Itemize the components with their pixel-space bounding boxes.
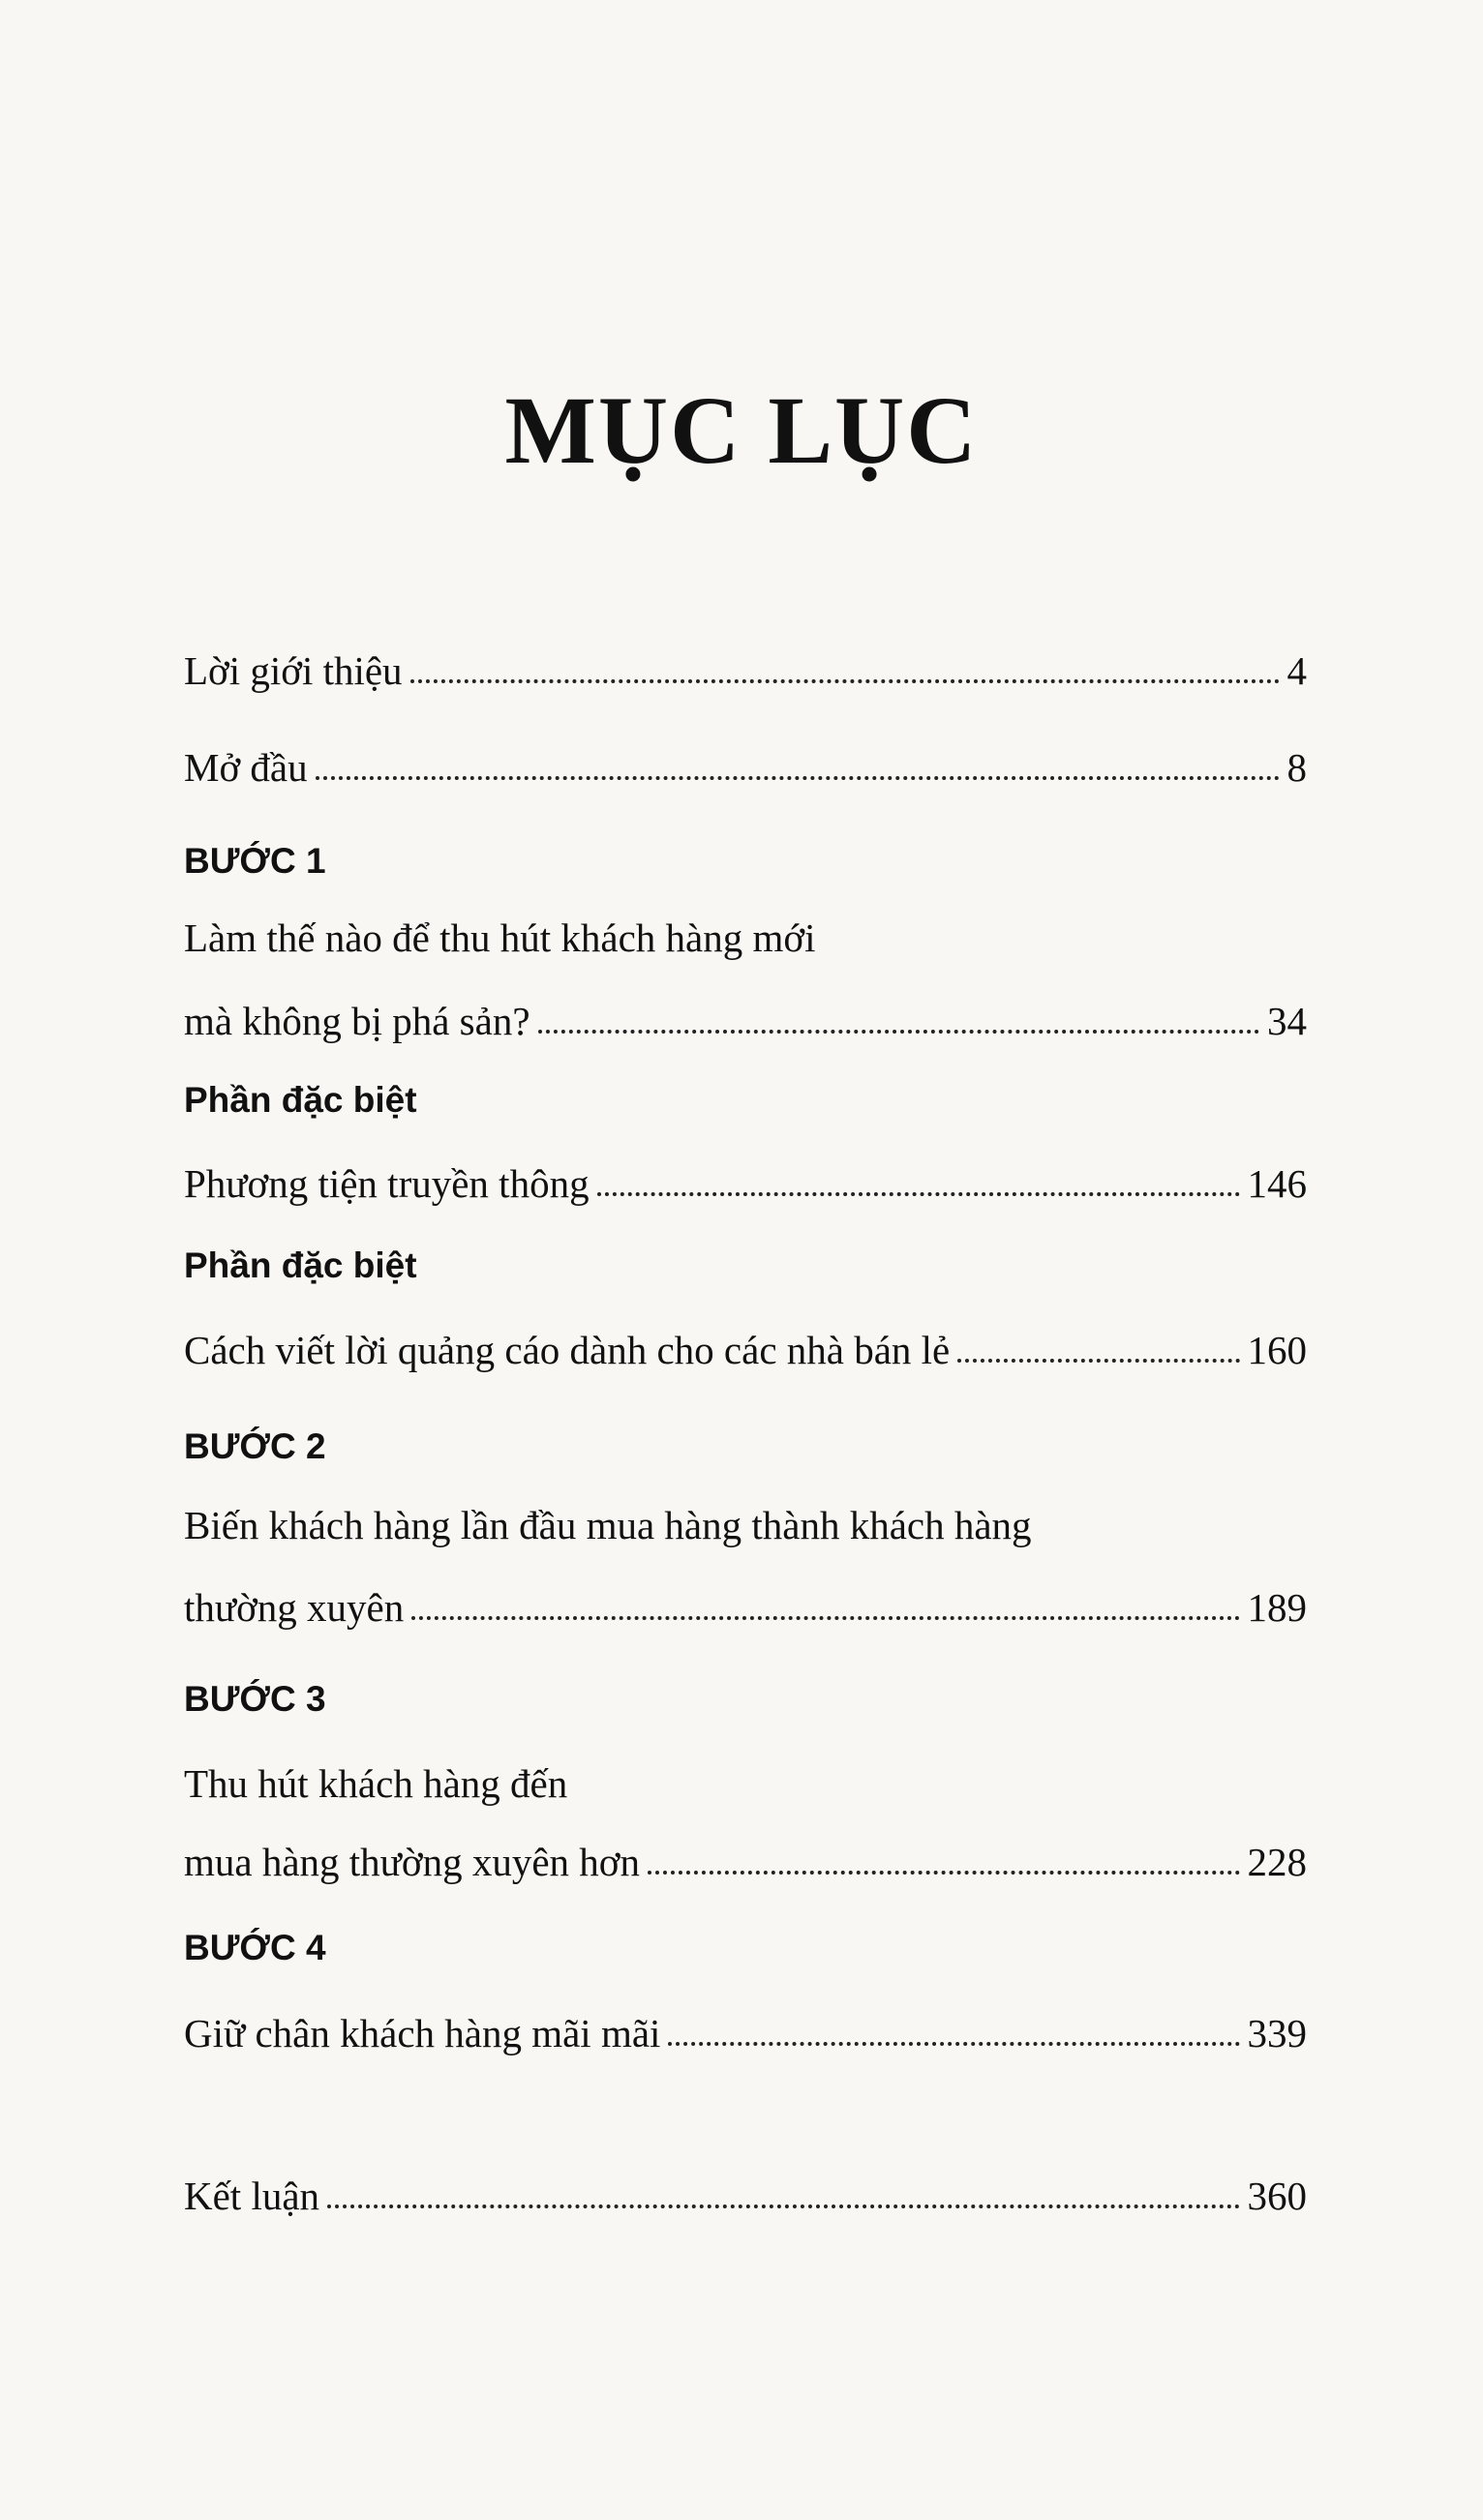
toc-entry-label: thường xuyên	[184, 1584, 405, 1630]
dot-leader	[648, 1871, 1240, 1875]
toc-entry-buoc-2	[184, 1577, 1307, 1632]
toc-entry-label: Phương tiện truyền thông	[184, 1160, 590, 1206]
dot-leader	[538, 1030, 1259, 1034]
dot-leader	[316, 776, 1280, 780]
toc-entry-loi-gioi-thieu	[184, 641, 1307, 695]
toc-entry-buoc-1	[184, 991, 1307, 1045]
toc-entry-ket-luan	[184, 2166, 1307, 2220]
dot-leader	[410, 679, 1280, 683]
toc-entry-label: Lời giới thiệu	[184, 647, 403, 693]
toc-page-number: 146	[1247, 1160, 1307, 1206]
section-heading-buoc-2: BƯỚC 2	[184, 1426, 326, 1466]
toc-entry-label: mà không bị phá sản?	[184, 998, 530, 1043]
toc-page-number: 34	[1267, 998, 1307, 1043]
toc-entry-line: Thu hút khách hàng đến	[184, 1761, 568, 1806]
page-title: MỤC LỤC	[504, 376, 979, 484]
toc-entry-line: Làm thế nào để thu hút khách hàng mới	[184, 915, 816, 960]
dot-leader	[411, 1616, 1239, 1620]
toc-page-number: 8	[1286, 744, 1307, 790]
section-heading-buoc-1: BƯỚC 1	[184, 841, 326, 881]
toc-entry-label: Kết luận	[184, 2173, 320, 2218]
toc-entry-cach-viet	[184, 1320, 1307, 1374]
toc-page-number: 228	[1247, 1839, 1307, 1884]
toc-entry-buoc-4	[184, 2003, 1307, 2057]
toc-page-number: 4	[1286, 647, 1307, 693]
section-heading-phan-dac-biet: Phần đặc biệt	[184, 1080, 417, 1120]
dot-leader	[957, 1359, 1239, 1363]
toc-page-number: 160	[1247, 1327, 1307, 1372]
dot-leader	[668, 2042, 1239, 2046]
toc-entry-line: Biến khách hàng lần đầu mua hàng thành khách hàng	[184, 1503, 1032, 1547]
toc-entry-phuong-tien	[184, 1154, 1307, 1208]
section-heading-phan-dac-biet: Phần đặc biệt	[184, 1245, 417, 1285]
dot-leader	[597, 1192, 1240, 1196]
toc-page-number: 339	[1247, 2010, 1307, 2055]
toc-entry-mo-dau	[184, 737, 1307, 792]
toc-entry-buoc-3	[184, 1832, 1307, 1886]
toc-page-number: 360	[1247, 2173, 1307, 2218]
toc-entry-label: Mở đầu	[184, 744, 308, 790]
toc-page-number: 189	[1247, 1584, 1307, 1630]
dot-leader	[327, 2205, 1239, 2208]
toc-entry-label: Cách viết lời quảng cáo dành cho các nhà bán lẻ	[184, 1327, 951, 1372]
toc-entry-label: Giữ chân khách hàng mãi mãi	[184, 2010, 661, 2055]
section-heading-buoc-4: BƯỚC 4	[184, 1928, 326, 1967]
toc-entry-label: mua hàng thường xuyên hơn	[184, 1839, 640, 1884]
section-heading-buoc-3: BƯỚC 3	[184, 1679, 326, 1719]
